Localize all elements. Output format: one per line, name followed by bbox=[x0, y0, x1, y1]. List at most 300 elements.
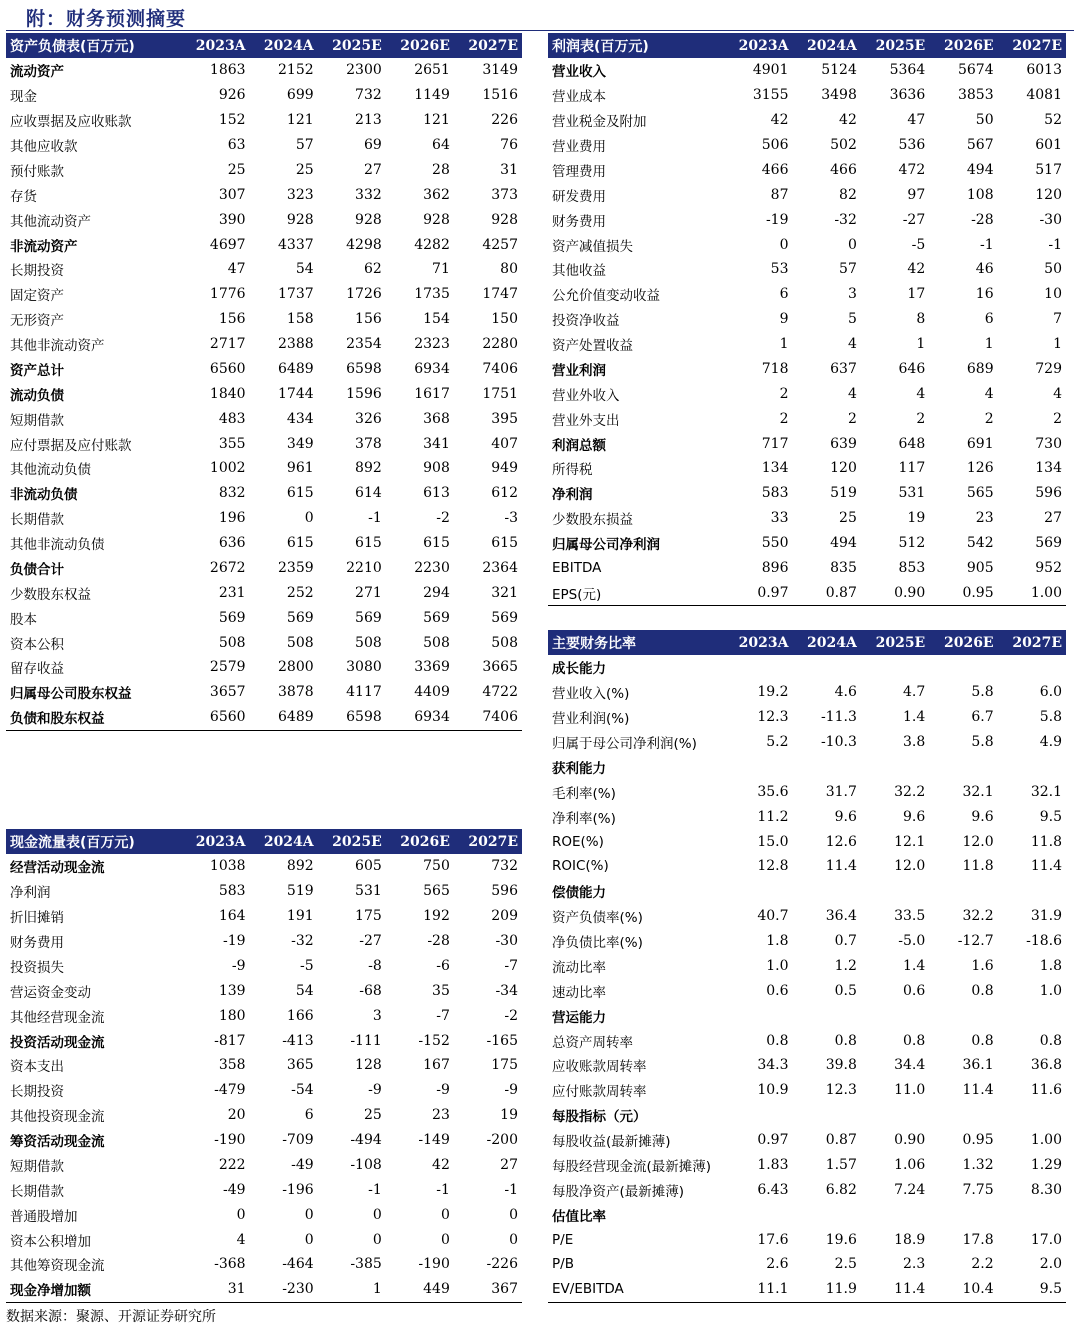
table-row bbox=[6, 58, 522, 83]
row-label: 营业收入 bbox=[552, 64, 606, 81]
table-row bbox=[548, 655, 1066, 680]
cell-value: 508 bbox=[218, 634, 246, 651]
table-title: 资产负债表(百万元) bbox=[6, 33, 181, 58]
row-label: 其他筹资现金流 bbox=[10, 1258, 105, 1275]
header-row bbox=[6, 33, 522, 58]
cell-value: -18.6 bbox=[1026, 933, 1062, 950]
cell-value: 0.97 bbox=[724, 580, 792, 605]
cell-value: 54 bbox=[295, 982, 314, 999]
table-row bbox=[6, 357, 522, 382]
cell-value: 373 bbox=[491, 186, 518, 203]
cell-value: 0 bbox=[236, 1206, 246, 1223]
cell-value: 636 bbox=[218, 535, 246, 552]
year-header: 2023A bbox=[724, 630, 792, 655]
cell-value: 5124 bbox=[821, 62, 857, 79]
cell-value: 36.4 bbox=[825, 908, 857, 925]
table-row bbox=[6, 605, 522, 630]
cell-value: 35.6 bbox=[757, 783, 789, 800]
cell-value: 2 bbox=[1053, 410, 1062, 427]
cell-value: 6.0 bbox=[1039, 684, 1062, 701]
cell-value: -196 bbox=[282, 1181, 314, 1198]
cell-value: 952 bbox=[1035, 559, 1062, 576]
cell-value: 4117 bbox=[346, 684, 382, 701]
cell-value: 0 bbox=[440, 1231, 450, 1248]
cell-value: -1 bbox=[368, 510, 382, 527]
cell-value: 483 bbox=[218, 410, 246, 427]
cell-value: 508 bbox=[286, 634, 314, 651]
cell-value: 615 bbox=[286, 535, 314, 552]
table-row bbox=[548, 779, 1066, 804]
row-label: 资产处置收益 bbox=[552, 338, 633, 355]
year-header: 2024A bbox=[250, 829, 318, 854]
table-row bbox=[6, 207, 522, 232]
income-statement-table bbox=[548, 33, 1066, 606]
cell-value: -9 bbox=[504, 1082, 518, 1099]
row-label: 每股收益(最新摊薄) bbox=[552, 1134, 671, 1151]
cell-value: 1596 bbox=[346, 385, 382, 402]
cell-value: -1 bbox=[436, 1181, 450, 1198]
table-row bbox=[548, 1103, 1066, 1128]
cell-value: 11.1 bbox=[724, 1277, 792, 1302]
cell-value: 717 bbox=[761, 435, 789, 452]
cell-value: 19.6 bbox=[825, 1231, 857, 1248]
cell-value: 57 bbox=[295, 137, 314, 154]
cell-value: 1 bbox=[318, 1277, 386, 1302]
row-label: 营业费用 bbox=[552, 139, 606, 156]
cell-value: 750 bbox=[423, 858, 450, 875]
cell-value: 2230 bbox=[414, 559, 450, 576]
year-header: 2027E bbox=[998, 33, 1066, 58]
cell-value: 23 bbox=[975, 510, 994, 527]
cell-value: 5.2 bbox=[766, 734, 789, 751]
cell-value: 4 bbox=[1053, 385, 1062, 402]
row-label: 所得税 bbox=[552, 462, 593, 479]
cell-value: -28 bbox=[971, 211, 994, 228]
cell-value: 31 bbox=[500, 161, 518, 178]
row-label: 折旧摊销 bbox=[10, 910, 64, 927]
row-label: 股本 bbox=[10, 611, 37, 628]
table-row bbox=[548, 58, 1066, 83]
cell-value: 0 bbox=[847, 236, 857, 253]
cell-value: 19.2 bbox=[757, 684, 789, 701]
row-label: ROIC(%) bbox=[552, 858, 609, 875]
cell-value: 583 bbox=[761, 485, 789, 502]
cell-value: 0.5 bbox=[834, 982, 857, 999]
cell-value: 0.8 bbox=[971, 982, 994, 999]
cell-value: 34.3 bbox=[757, 1057, 789, 1074]
cell-value: 7 bbox=[1053, 311, 1062, 328]
cell-value: 0 bbox=[372, 1231, 382, 1248]
cell-value: 0.6 bbox=[902, 982, 926, 999]
cell-value: -226 bbox=[486, 1256, 518, 1273]
row-label: EV/EBITDA bbox=[548, 1277, 724, 1302]
row-label: 其他投资现金流 bbox=[10, 1109, 105, 1126]
cell-value: 32.1 bbox=[962, 783, 994, 800]
table-row bbox=[548, 1177, 1066, 1202]
cell-value: -10.3 bbox=[820, 734, 857, 751]
cell-value: 596 bbox=[1035, 485, 1062, 502]
cell-value: -34 bbox=[495, 982, 518, 999]
row-label: 管理费用 bbox=[552, 163, 606, 180]
cell-value: -165 bbox=[486, 1032, 518, 1049]
row-label: 预付账款 bbox=[10, 163, 64, 180]
cell-value: 5.8 bbox=[971, 684, 994, 701]
cell-value: 9.6 bbox=[902, 808, 926, 825]
row-label: 资本支出 bbox=[10, 1059, 64, 1076]
cell-value: 4 bbox=[236, 1231, 246, 1248]
cell-value: 639 bbox=[830, 435, 857, 452]
cell-value: -108 bbox=[350, 1156, 382, 1173]
cell-value: -19 bbox=[223, 933, 246, 950]
table-row bbox=[548, 531, 1066, 556]
cell-value bbox=[998, 1103, 1066, 1128]
table-row bbox=[6, 282, 522, 307]
cell-value: 5.8 bbox=[1039, 709, 1062, 726]
table-row bbox=[548, 481, 1066, 506]
cell-value: 12.6 bbox=[825, 833, 857, 850]
year-header: 2023A bbox=[181, 33, 249, 58]
table-row bbox=[6, 879, 522, 904]
cell-value: 154 bbox=[423, 311, 450, 328]
cell-value: 11.6 bbox=[1030, 1082, 1062, 1099]
cell-value: 80 bbox=[500, 261, 518, 278]
cell-value: 213 bbox=[355, 112, 382, 129]
cell-value: 2152 bbox=[278, 62, 314, 79]
cell-value: 517 bbox=[1035, 161, 1062, 178]
cell-value: 0.95 bbox=[962, 1132, 994, 1149]
table-row bbox=[548, 904, 1066, 929]
table-row bbox=[6, 232, 522, 257]
row-label: 营业税金及附加 bbox=[552, 114, 647, 131]
table-row bbox=[548, 1053, 1066, 1078]
row-label: 毛利率(%) bbox=[552, 785, 616, 802]
cell-value: 156 bbox=[355, 311, 382, 328]
cell-value: 63 bbox=[227, 137, 246, 154]
cell-value: 0.8 bbox=[971, 1032, 994, 1049]
cell-value: 612 bbox=[491, 485, 518, 502]
financial-ratios-table bbox=[548, 630, 1066, 1303]
cell-value: 6.43 bbox=[757, 1181, 789, 1198]
table-row bbox=[6, 580, 522, 605]
cell-value: 4 bbox=[916, 385, 926, 402]
cell-value: -494 bbox=[350, 1132, 382, 1149]
cell-value: 2300 bbox=[346, 62, 382, 79]
cell-value: 134 bbox=[1035, 460, 1062, 477]
cell-value: 0.97 bbox=[757, 1132, 789, 1149]
cell-value: -32 bbox=[291, 933, 314, 950]
cell-value: 4901 bbox=[752, 62, 789, 79]
cell-value: -1 bbox=[979, 236, 994, 253]
cell-value: -19 bbox=[765, 211, 789, 228]
cell-value: 1002 bbox=[209, 460, 246, 477]
cell-value: 19 bbox=[907, 510, 926, 527]
cell-value: 569 bbox=[355, 609, 382, 626]
cell-value: 3636 bbox=[889, 87, 926, 104]
cell-value: 120 bbox=[1035, 186, 1062, 203]
row-label: 应收票据及应收账款 bbox=[10, 114, 132, 131]
cell-value: 11.4 bbox=[825, 858, 857, 875]
cell-value: 8.30 bbox=[1030, 1181, 1062, 1198]
row-label: 无形资产 bbox=[10, 313, 64, 330]
cell-value: -817 bbox=[214, 1032, 246, 1049]
cell-value: 853 bbox=[898, 559, 926, 576]
table-row bbox=[6, 705, 522, 730]
cell-value: 0.87 bbox=[825, 1132, 857, 1149]
cell-value: 12.1 bbox=[894, 833, 926, 850]
table-row bbox=[548, 307, 1066, 332]
cell-value: 16 bbox=[975, 286, 994, 303]
cell-value: 506 bbox=[761, 137, 789, 154]
cell-value: 28 bbox=[432, 161, 450, 178]
cell-value: 378 bbox=[355, 435, 382, 452]
cell-value bbox=[792, 1202, 860, 1227]
table-row bbox=[6, 1128, 522, 1153]
cell-value: 252 bbox=[286, 584, 314, 601]
cell-value: 12.0 bbox=[894, 858, 926, 875]
table-row bbox=[6, 431, 522, 456]
cell-value: 11.2 bbox=[757, 808, 789, 825]
row-label: 每股经营现金流(最新摊薄) bbox=[552, 1158, 712, 1175]
cell-value bbox=[998, 655, 1066, 680]
cell-value: 519 bbox=[830, 485, 857, 502]
cell-value: 614 bbox=[355, 485, 382, 502]
cell-value: 36.8 bbox=[1030, 1057, 1062, 1074]
year-header: 2026E bbox=[929, 33, 997, 58]
cell-value: 536 bbox=[898, 137, 926, 154]
cell-value bbox=[861, 1202, 929, 1227]
cell-value: 565 bbox=[423, 883, 450, 900]
cell-value: 601 bbox=[1035, 137, 1062, 154]
cell-value: 0.95 bbox=[929, 580, 997, 605]
cell-value: 3 bbox=[847, 286, 857, 303]
cell-value: 27 bbox=[1044, 510, 1062, 527]
row-label: 其他收益 bbox=[552, 263, 606, 280]
cell-value: 5364 bbox=[889, 62, 926, 79]
table-row bbox=[548, 1028, 1066, 1053]
cell-value: 87 bbox=[770, 186, 789, 203]
cell-value: 2651 bbox=[414, 62, 450, 79]
year-header: 2026E bbox=[386, 829, 454, 854]
table-row bbox=[548, 1252, 1066, 1277]
row-label: 长期投资 bbox=[10, 263, 64, 280]
cell-value: 1516 bbox=[482, 87, 518, 104]
row-label: 营业收入(%) bbox=[552, 686, 630, 703]
cell-value: 892 bbox=[355, 460, 382, 477]
row-label: 少数股东权益 bbox=[10, 586, 91, 603]
cell-value: 512 bbox=[898, 535, 926, 552]
cell-value: 25 bbox=[363, 1107, 382, 1124]
cell-value: 54 bbox=[295, 261, 314, 278]
cell-value: -32 bbox=[834, 211, 857, 228]
row-label: 长期借款 bbox=[10, 1183, 64, 1200]
cell-value: -190 bbox=[214, 1132, 246, 1149]
row-label: 归属于母公司净利润(%) bbox=[552, 736, 697, 753]
cell-value: 33.5 bbox=[894, 908, 926, 925]
row-label: 短期借款 bbox=[10, 412, 64, 429]
table-row bbox=[6, 1252, 522, 1277]
cell-value: 732 bbox=[355, 87, 382, 104]
cell-value: 6934 bbox=[386, 705, 454, 730]
cell-value: 531 bbox=[898, 485, 926, 502]
cell-value: 0 bbox=[304, 1231, 314, 1248]
cell-value: 6934 bbox=[414, 360, 450, 377]
cell-value: 1840 bbox=[209, 385, 246, 402]
cell-value: 11.9 bbox=[792, 1277, 860, 1302]
row-label: 流动资产 bbox=[10, 64, 64, 81]
row-label: 短期借款 bbox=[10, 1158, 64, 1175]
row-label: 净利润 bbox=[552, 487, 593, 504]
table-row bbox=[548, 580, 1066, 605]
cell-value: 32.2 bbox=[962, 908, 994, 925]
cell-value: 17.6 bbox=[757, 1231, 789, 1248]
row-label: 营业利润(%) bbox=[552, 711, 630, 728]
table-row bbox=[548, 232, 1066, 257]
cell-value: 46 bbox=[975, 261, 994, 278]
year-header: 2025E bbox=[861, 630, 929, 655]
cell-value: 358 bbox=[218, 1057, 246, 1074]
cell-value: 0.8 bbox=[902, 1032, 926, 1049]
row-label: 负债合计 bbox=[10, 561, 64, 578]
cell-value: 550 bbox=[761, 535, 789, 552]
cell-value: 1747 bbox=[482, 286, 518, 303]
table-row bbox=[548, 158, 1066, 183]
cell-value: 121 bbox=[423, 112, 450, 129]
table-row bbox=[6, 1053, 522, 1078]
cell-value: 25 bbox=[295, 161, 314, 178]
cell-value bbox=[792, 1003, 860, 1028]
cell-value: 35 bbox=[432, 982, 450, 999]
cell-value: 1737 bbox=[278, 286, 314, 303]
cell-value: 3149 bbox=[482, 62, 518, 79]
cell-value: 1 bbox=[916, 336, 926, 353]
cell-value bbox=[792, 879, 860, 904]
cell-value: 6 bbox=[304, 1107, 314, 1124]
cell-value: 64 bbox=[432, 137, 450, 154]
cell-value bbox=[998, 1202, 1066, 1227]
cell-value: 1863 bbox=[209, 62, 246, 79]
cell-value: -6 bbox=[436, 957, 450, 974]
cell-value: 17.0 bbox=[1030, 1231, 1062, 1248]
cell-value: -479 bbox=[214, 1082, 246, 1099]
table-row bbox=[548, 556, 1066, 581]
table-row bbox=[548, 1003, 1066, 1028]
cell-value: 191 bbox=[286, 908, 314, 925]
cell-value: -152 bbox=[418, 1032, 450, 1049]
table-row bbox=[548, 108, 1066, 133]
cell-value: 2280 bbox=[482, 336, 518, 353]
cell-value: -2 bbox=[436, 510, 450, 527]
cell-value: 395 bbox=[491, 410, 518, 427]
cell-value bbox=[929, 1103, 997, 1128]
row-label: 留存收益 bbox=[10, 661, 64, 678]
cell-value: 4 bbox=[847, 336, 857, 353]
cell-value: 321 bbox=[491, 584, 518, 601]
table-row bbox=[548, 705, 1066, 730]
cell-value: 569 bbox=[286, 609, 314, 626]
cell-value: 567 bbox=[966, 137, 994, 154]
table-row bbox=[6, 680, 522, 705]
cell-value: 908 bbox=[423, 460, 450, 477]
cell-value: 175 bbox=[355, 908, 382, 925]
cell-value: 718 bbox=[761, 360, 789, 377]
cell-value: 6560 bbox=[181, 705, 249, 730]
cell-value: 7.24 bbox=[894, 1181, 926, 1198]
cell-value: 71 bbox=[432, 261, 450, 278]
cell-value: 76 bbox=[500, 137, 518, 154]
cell-value: 180 bbox=[218, 1007, 246, 1024]
year-header: 2026E bbox=[386, 33, 454, 58]
cell-value: 1776 bbox=[209, 286, 246, 303]
cell-value bbox=[929, 1202, 997, 1227]
table-row bbox=[548, 804, 1066, 829]
cell-value: 167 bbox=[423, 1057, 450, 1074]
cell-value: 4337 bbox=[278, 236, 314, 253]
cell-value: 835 bbox=[830, 559, 857, 576]
cell-value: 52 bbox=[1044, 112, 1062, 129]
row-label: 净利润 bbox=[10, 885, 51, 902]
table-row bbox=[548, 1227, 1066, 1252]
cell-value: 355 bbox=[218, 435, 246, 452]
cell-value: 23 bbox=[432, 1107, 450, 1124]
cell-value: 47 bbox=[907, 112, 926, 129]
cell-value bbox=[929, 879, 997, 904]
cell-value: 390 bbox=[218, 211, 246, 228]
cell-value: 3080 bbox=[346, 659, 382, 676]
cell-value: 569 bbox=[491, 609, 518, 626]
table-row bbox=[548, 1277, 1066, 1302]
cell-value: 1.83 bbox=[757, 1156, 789, 1173]
cell-value: 156 bbox=[218, 311, 246, 328]
cell-value: 961 bbox=[286, 460, 314, 477]
year-header: 2025E bbox=[861, 33, 929, 58]
cell-value bbox=[792, 1103, 860, 1128]
table-row bbox=[548, 357, 1066, 382]
cell-value: 0.6 bbox=[766, 982, 789, 999]
row-label: 资产负债率(%) bbox=[552, 910, 643, 927]
cell-value: 2717 bbox=[209, 336, 246, 353]
cell-value: 7.75 bbox=[962, 1181, 994, 1198]
cell-value: 15.0 bbox=[757, 833, 789, 850]
table-row bbox=[6, 630, 522, 655]
cell-value: 1735 bbox=[414, 286, 450, 303]
cell-value: 17.8 bbox=[962, 1231, 994, 1248]
cell-value: 32.2 bbox=[894, 783, 926, 800]
year-header: 2024A bbox=[792, 630, 860, 655]
table-row bbox=[6, 456, 522, 481]
cell-value: 166 bbox=[286, 1007, 314, 1024]
cell-value bbox=[724, 755, 792, 780]
cell-value bbox=[724, 879, 792, 904]
cell-value: 0.87 bbox=[792, 580, 860, 605]
year-header: 2023A bbox=[181, 829, 249, 854]
cell-value: -30 bbox=[495, 933, 518, 950]
cell-value: 332 bbox=[355, 186, 382, 203]
cell-value: -28 bbox=[427, 933, 450, 950]
cell-value: -1 bbox=[1048, 236, 1062, 253]
cell-value: -27 bbox=[902, 211, 926, 228]
cell-value: 1726 bbox=[346, 286, 382, 303]
cell-value: 19 bbox=[500, 1107, 518, 1124]
cell-value: -49 bbox=[291, 1156, 314, 1173]
cell-value: 20 bbox=[227, 1107, 246, 1124]
cell-value: 2 bbox=[916, 410, 926, 427]
cell-value bbox=[861, 1103, 929, 1128]
table-row bbox=[548, 282, 1066, 307]
cell-value: 341 bbox=[423, 435, 450, 452]
cell-value: 231 bbox=[218, 584, 246, 601]
row-label: 经营活动现金流 bbox=[10, 860, 105, 877]
cell-value: 0 bbox=[440, 1206, 450, 1223]
